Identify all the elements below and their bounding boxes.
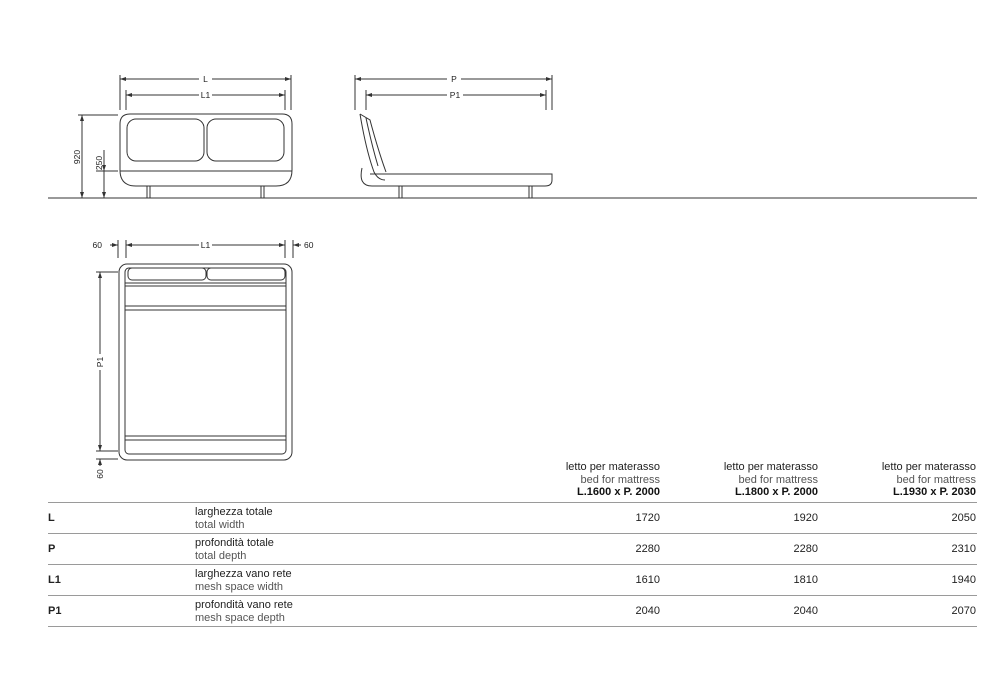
table-cell: 1810 bbox=[793, 574, 818, 586]
row-label-en: mesh space depth bbox=[195, 611, 285, 624]
row-label-en: total depth bbox=[195, 549, 247, 562]
table-cell: 2050 bbox=[951, 512, 976, 524]
plan-L1-label: L1 bbox=[200, 240, 211, 250]
row-label bbox=[195, 568, 292, 593]
row-symbol: P1 bbox=[48, 605, 62, 617]
column-header-it: letto per materasso bbox=[565, 461, 660, 473]
front-height-920-label: 920 bbox=[72, 149, 82, 165]
column-header-it: letto per materasso bbox=[881, 461, 976, 473]
row-label bbox=[195, 537, 274, 562]
table-cell: 2280 bbox=[635, 543, 660, 555]
table-cell: 2280 bbox=[793, 543, 818, 555]
plan-left-60-label: 60 bbox=[92, 240, 102, 250]
column-header-size: L.1930 x P. 2030 bbox=[893, 486, 976, 498]
row-label bbox=[195, 599, 293, 624]
table-cell: 2070 bbox=[951, 605, 976, 617]
row-divider bbox=[48, 533, 977, 534]
front-L-label: L bbox=[203, 74, 208, 84]
column-header-en: bed for mattress bbox=[738, 473, 818, 486]
column-header-size: L.1600 x P. 2000 bbox=[577, 486, 660, 498]
column-header-en: bed for mattress bbox=[580, 473, 660, 486]
table-cell: 2040 bbox=[793, 605, 818, 617]
column-header-en: bed for mattress bbox=[896, 473, 976, 486]
column-header-it: letto per materasso bbox=[723, 461, 818, 473]
plan-view bbox=[96, 240, 301, 466]
table-cell: 1610 bbox=[635, 574, 660, 586]
row-symbol: P bbox=[48, 543, 56, 555]
column-header bbox=[776, 461, 976, 499]
dimension-arrows bbox=[80, 77, 552, 465]
row-divider bbox=[48, 595, 977, 596]
front-view bbox=[78, 75, 292, 198]
row-symbol: L1 bbox=[48, 574, 61, 586]
front-L1-label: L1 bbox=[200, 90, 211, 100]
row-label-en: total width bbox=[195, 518, 245, 531]
row-label-it: larghezza totale bbox=[195, 506, 273, 518]
column-header-size: L.1800 x P. 2000 bbox=[735, 486, 818, 498]
table-cell: 1720 bbox=[635, 512, 660, 524]
row-divider bbox=[48, 626, 977, 627]
row-label bbox=[195, 506, 273, 531]
table-cell: 1940 bbox=[951, 574, 976, 586]
table-cell: 1920 bbox=[793, 512, 818, 524]
row-label-it: profondità totale bbox=[195, 537, 274, 549]
row-divider bbox=[48, 502, 977, 503]
side-P1-label: P1 bbox=[449, 90, 461, 100]
table-cell: 2310 bbox=[951, 543, 976, 555]
plan-right-60-label: 60 bbox=[304, 240, 314, 250]
side-P-label: P bbox=[451, 74, 457, 84]
plan-bottom-60-label: 60 bbox=[95, 469, 105, 479]
row-symbol: L bbox=[48, 512, 55, 524]
plan-P1-label: P1 bbox=[95, 356, 105, 368]
row-divider bbox=[48, 564, 977, 565]
table-cell: 2040 bbox=[635, 605, 660, 617]
row-label-en: mesh space width bbox=[195, 580, 284, 593]
front-height-250-label: 250 bbox=[94, 155, 104, 171]
row-label-it: larghezza vano rete bbox=[195, 568, 292, 580]
row-label-it: profondità vano rete bbox=[195, 599, 293, 611]
